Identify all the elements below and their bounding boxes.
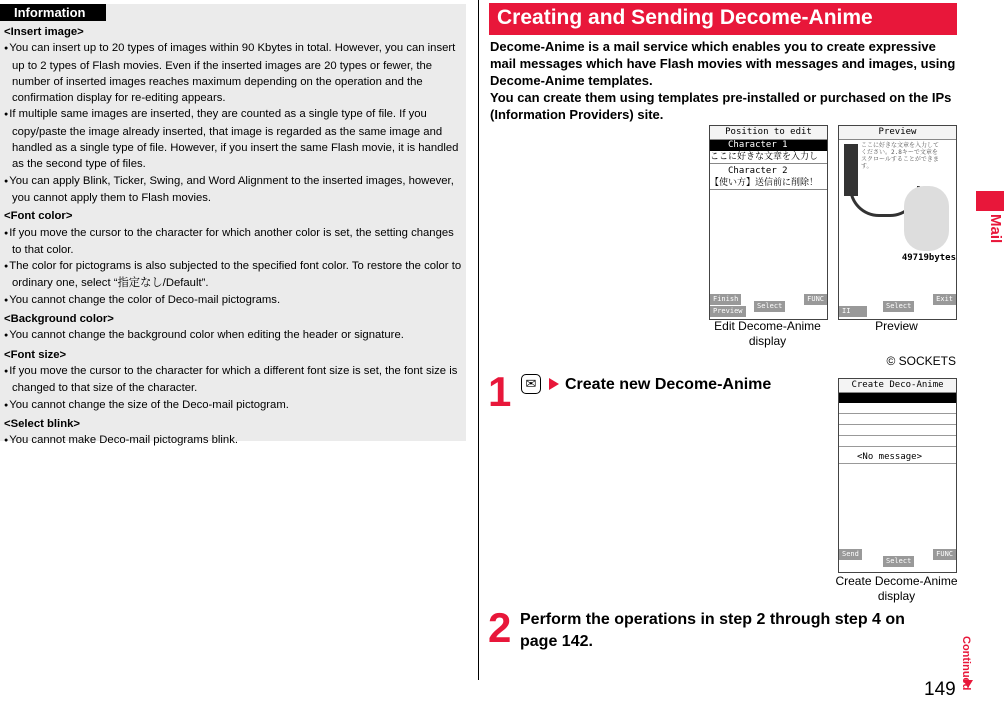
screen-title: Position to edit xyxy=(710,126,827,140)
blank-field xyxy=(839,414,956,425)
info-bullet: ● You can apply Blink, Ticker, Swing, and Word Alignment to the inserted images, however, you cannot apply them to Flash movies. xyxy=(4,173,462,207)
info-subheading: <Font color> xyxy=(4,210,73,223)
intro-paragraph: Decome-Anime is a mail service which enables you to create expressive mail messages which have Flash movies with messages and images, using Decome-Anime templates. xyxy=(490,39,956,88)
screen-row: 【使い方】送信前に削除！ xyxy=(710,177,827,190)
edit-screen xyxy=(709,125,828,320)
intro-text xyxy=(490,38,958,123)
byte-count: 49719bytes xyxy=(901,253,956,263)
info-subheading: <Font size> xyxy=(4,348,67,361)
info-bullet: ● The color for pictograms is also subjected to the specified font color. To restore the color to ordinary one, select “指定なし/Default”. xyxy=(4,258,462,292)
blank-field xyxy=(839,436,956,447)
info-bullet: ● If multiple same images are inserted, they are counted as a single type of file. If you copy/paste the image already inserted, that image is regarded as the same image and handled as a single type of file. However, if you insert the same Flash movie, it is handled as the second type of files. xyxy=(4,106,462,172)
info-bullet: ● You cannot make Deco-mail pictograms blink. xyxy=(4,432,462,449)
softkey: Preview xyxy=(710,306,746,317)
subject-field xyxy=(839,425,956,436)
section-header: Creating and Sending Decome-Anime xyxy=(489,3,957,35)
softkey: FUNC xyxy=(804,294,827,305)
continued-arrow-icon xyxy=(963,680,973,688)
step-text: Create new Decome-Anime xyxy=(565,376,772,393)
info-bullet: ● You cannot change the color of Deco-mail pictograms. xyxy=(4,292,462,309)
info-bullet: ● You cannot change the size of the Deco-mail pictogram. xyxy=(4,397,462,414)
create-screen xyxy=(838,378,957,573)
softkey: Send xyxy=(839,549,862,560)
softkey: Select xyxy=(883,556,914,567)
info-bullet: ● You cannot change the background color when editing the header or signature. xyxy=(4,327,462,344)
screen-title: Create Deco-Anime xyxy=(839,379,956,393)
softkey: II xyxy=(839,306,867,317)
cc-field xyxy=(839,403,956,414)
screen-row: Character 1 xyxy=(710,140,827,151)
step-number: 1 xyxy=(488,368,512,415)
information-tag: Information xyxy=(0,4,106,21)
softkey: FUNC xyxy=(933,549,956,560)
screen-caption: Create Decome-Anime display xyxy=(835,574,958,603)
intro-paragraph: You can create them using templates pre-installed or purchased on the IPs (Information Providers) site. xyxy=(490,90,952,122)
message-field: <No message> xyxy=(839,451,956,464)
screen-row: ここに好きな文章を入力し xyxy=(710,151,827,164)
side-tab xyxy=(976,191,1004,211)
softkey: Exit xyxy=(933,294,956,305)
screen-caption: Preview xyxy=(875,319,918,333)
info-bullet: ● You can insert up to 20 types of images within 90 Kbytes in total. However, you can insert up to 2 types of Flash movies. Even if the inserted images are 20 types or fewer, the number of inserted images reaches maximum depending on the operation and the confirmation display for re-editing appears. xyxy=(4,40,462,106)
screen-title: Preview xyxy=(839,126,956,140)
information-body xyxy=(4,22,462,449)
to-field xyxy=(839,393,956,403)
preview-screen xyxy=(838,125,957,320)
info-bullet: ● If you move the cursor to the character for which a different font size is set, the font size is changed to that size of the character. xyxy=(4,363,462,397)
page-number: 149 xyxy=(924,679,956,700)
side-tab-label: Mail xyxy=(987,214,1004,244)
screen-row: Character 2 xyxy=(728,166,788,176)
arrow-icon xyxy=(549,378,559,390)
continued-label: Continued xyxy=(960,636,972,691)
info-bullet: ● If you move the cursor to the character for which another color is set, the setting changes to that color. xyxy=(4,225,462,259)
softkey: Select xyxy=(754,301,785,312)
character-image xyxy=(904,186,949,251)
softkey: Select xyxy=(883,301,914,312)
info-subheading: <Background color> xyxy=(4,313,114,326)
step-text: Perform the operations in step 2 through step 4 on page 142. xyxy=(520,611,905,650)
copyright: © SOCKETS xyxy=(886,354,956,368)
column-divider xyxy=(478,0,479,680)
info-subheading: <Insert image> xyxy=(4,26,84,38)
softkey: Finish xyxy=(710,294,741,305)
step-number: 2 xyxy=(488,604,512,651)
preview-text: ここに好きな文章を入力してください。2.8キーで文章をスクロールすることができます。 xyxy=(861,142,940,170)
screen-caption: Edit Decome-Anime display xyxy=(714,319,821,348)
mail-key-icon: ✉ xyxy=(521,374,541,394)
info-subheading: <Select blink> xyxy=(4,417,80,430)
